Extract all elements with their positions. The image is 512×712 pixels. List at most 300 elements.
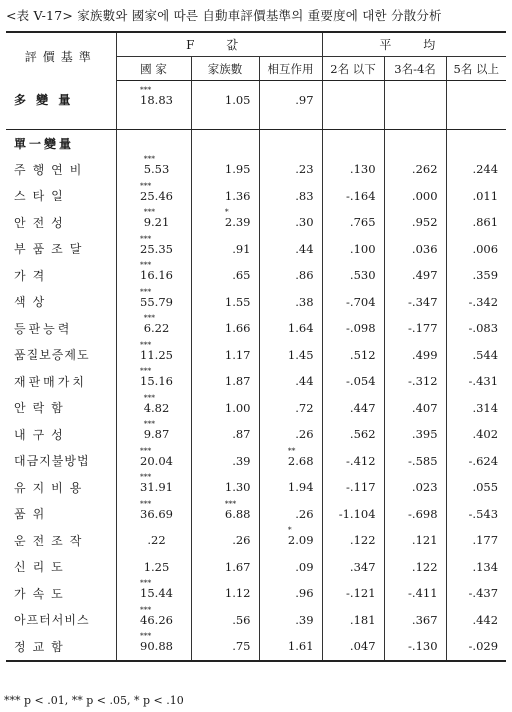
value-with-significance xyxy=(140,578,173,601)
col-header-country: 國 家 xyxy=(116,57,191,81)
cell-value xyxy=(191,395,259,422)
value-with-significance xyxy=(472,189,498,203)
value-text: 1.17 xyxy=(224,347,251,362)
value-text: .134 xyxy=(472,559,499,574)
col-header-2-or-less: 2名 以下 xyxy=(322,57,384,81)
table-row xyxy=(6,607,506,634)
value-with-significance xyxy=(412,162,438,176)
value-with-significance xyxy=(469,374,499,388)
value-with-significance xyxy=(232,454,250,468)
value-text: 9.21 xyxy=(143,215,170,230)
cell-value xyxy=(384,448,446,475)
significance-stars: *** xyxy=(224,498,237,508)
value-with-significance xyxy=(232,268,250,282)
value-text: -.121 xyxy=(346,586,376,601)
value-with-significance xyxy=(144,560,170,574)
value-text: .262 xyxy=(411,162,438,177)
table-row xyxy=(6,368,506,395)
criteria-header: 評價基準 xyxy=(6,32,116,81)
value-text: -.054 xyxy=(346,374,376,389)
cell-value xyxy=(384,368,446,395)
cell-value xyxy=(259,289,322,316)
value-with-significance xyxy=(469,321,499,335)
value-text: .442 xyxy=(472,612,499,627)
row-label: 재판매가치 xyxy=(6,368,116,395)
value-with-significance xyxy=(412,348,438,362)
value-with-significance xyxy=(225,321,251,335)
table-row xyxy=(6,315,506,342)
cell-value xyxy=(384,421,446,448)
table-caption: <表 V-17> 家族數와 國家에 따른 自動車評價基準의 重要度에 대한 分散分析 xyxy=(6,8,442,23)
value-with-significance xyxy=(225,560,251,574)
cell-value xyxy=(322,607,384,634)
value-text: .562 xyxy=(349,427,376,442)
value-text: 15.16 xyxy=(140,374,173,389)
value-with-significance xyxy=(295,93,313,107)
value-text: -1.104 xyxy=(338,506,376,521)
cell-value xyxy=(259,236,322,263)
cell-value xyxy=(191,315,259,342)
value-text: 1.87 xyxy=(224,374,251,389)
table-row xyxy=(6,289,506,316)
value-text: .26 xyxy=(295,427,314,442)
row-label: 부품조달 xyxy=(6,236,116,263)
col-header-interaction: 相互作用 xyxy=(259,57,322,81)
value-with-significance xyxy=(350,215,376,229)
cell-value xyxy=(446,236,506,263)
cell-value xyxy=(322,156,384,183)
value-with-significance xyxy=(408,374,438,388)
value-with-significance xyxy=(350,162,376,176)
cell-value xyxy=(446,501,506,528)
value-with-significance xyxy=(412,613,438,627)
value-with-significance xyxy=(472,348,498,362)
value-with-significance xyxy=(350,639,376,653)
cell-value xyxy=(259,580,322,607)
cell-value xyxy=(384,395,446,422)
cell-value xyxy=(116,233,191,263)
cell-value xyxy=(116,498,191,528)
significance-stars: *** xyxy=(140,180,152,190)
table-row xyxy=(6,580,506,607)
cell-value xyxy=(384,633,446,661)
table-row xyxy=(6,527,506,554)
value-text: .39 xyxy=(295,612,314,627)
significance-stars: *** xyxy=(140,366,152,376)
value-text: -.411 xyxy=(408,586,438,601)
divider-cell xyxy=(6,119,116,130)
cell-value xyxy=(116,421,191,448)
cell-value xyxy=(384,236,446,263)
value-text: .72 xyxy=(295,400,314,415)
cell-value xyxy=(384,81,446,120)
value-text: -.624 xyxy=(468,453,499,468)
table-row xyxy=(6,421,506,448)
value-text: 1.30 xyxy=(224,480,251,495)
value-text: .44 xyxy=(295,374,314,389)
table-row xyxy=(6,81,506,120)
cell-value xyxy=(116,209,191,236)
value-with-significance xyxy=(412,560,438,574)
significance-stars: *** xyxy=(140,85,152,94)
value-text: .97 xyxy=(295,93,314,107)
value-text: 1.25 xyxy=(143,559,170,574)
cell-value xyxy=(259,554,322,581)
significance-stars: *** xyxy=(140,286,152,296)
value-text: 1.45 xyxy=(287,347,314,362)
value-with-significance xyxy=(225,348,251,362)
value-with-significance xyxy=(469,295,499,309)
value-with-significance xyxy=(225,586,251,600)
value-with-significance xyxy=(140,366,173,389)
value-with-significance xyxy=(225,295,251,309)
mean-header: 平 均 xyxy=(322,32,506,57)
cell-value xyxy=(446,262,506,289)
value-with-significance xyxy=(339,507,376,521)
cell-value xyxy=(191,236,259,263)
value-text: -.437 xyxy=(468,586,499,601)
table-row xyxy=(6,501,506,528)
value-with-significance xyxy=(472,162,498,176)
row-label: 안전성 xyxy=(6,209,116,236)
value-with-significance xyxy=(350,401,376,415)
value-text: -.117 xyxy=(346,480,376,495)
value-with-significance xyxy=(472,242,498,256)
value-with-significance xyxy=(288,321,314,335)
value-text: .177 xyxy=(472,533,499,548)
value-text: .122 xyxy=(411,559,438,574)
value-text: .130 xyxy=(349,162,376,177)
cell-value xyxy=(259,633,322,661)
value-text: -.431 xyxy=(468,374,499,389)
cell-value xyxy=(191,81,259,120)
value-with-significance xyxy=(472,268,498,282)
cell-value xyxy=(191,156,259,183)
value-with-significance xyxy=(295,242,313,256)
value-with-significance xyxy=(225,401,251,415)
cell-value xyxy=(191,580,259,607)
value-text: 11.25 xyxy=(140,347,173,362)
cell-value xyxy=(191,342,259,369)
value-text: 1.00 xyxy=(224,400,251,415)
value-with-significance xyxy=(147,533,165,547)
value-with-significance xyxy=(225,480,251,494)
value-with-significance xyxy=(224,207,251,230)
cell-value xyxy=(446,527,506,554)
divider-cell xyxy=(384,119,446,130)
value-with-significance xyxy=(350,268,376,282)
value-with-significance xyxy=(288,639,314,653)
significance-stars: *** xyxy=(143,392,155,402)
value-text: -.698 xyxy=(408,506,438,521)
cell-value xyxy=(322,81,384,120)
value-with-significance xyxy=(412,401,438,415)
row-label: 유지비용 xyxy=(6,474,116,501)
value-with-significance xyxy=(288,480,314,494)
value-text: .23 xyxy=(295,162,314,177)
value-text: 25.46 xyxy=(140,188,173,203)
value-with-significance xyxy=(346,295,376,309)
value-with-significance xyxy=(287,445,314,468)
value-text: 1.36 xyxy=(224,188,251,203)
value-text: .39 xyxy=(232,453,251,468)
col-header-3-4: 3名-4名 xyxy=(384,57,446,81)
value-with-significance xyxy=(295,586,313,600)
value-with-significance xyxy=(412,427,438,441)
value-with-significance xyxy=(225,374,251,388)
value-text: 46.26 xyxy=(140,612,173,627)
value-text: 1.61 xyxy=(287,639,314,654)
value-text: 18.83 xyxy=(140,93,173,107)
value-text: 2.39 xyxy=(224,215,251,230)
value-with-significance xyxy=(408,507,438,521)
value-with-significance xyxy=(295,189,313,203)
value-text: .244 xyxy=(472,162,499,177)
cell-value xyxy=(259,342,322,369)
cell-value xyxy=(384,156,446,183)
significance-stars: *** xyxy=(140,578,152,588)
value-text: 2.68 xyxy=(287,453,314,468)
value-with-significance xyxy=(408,586,438,600)
value-text: 1.95 xyxy=(224,162,251,177)
cell-value xyxy=(384,501,446,528)
value-with-significance xyxy=(232,639,250,653)
cell-value xyxy=(322,474,384,501)
value-with-significance xyxy=(408,295,438,309)
table-row xyxy=(6,236,506,263)
value-with-significance xyxy=(140,85,173,107)
value-text: -.098 xyxy=(346,321,376,336)
cell-value xyxy=(446,289,506,316)
cell-value xyxy=(446,448,506,475)
cell-value xyxy=(384,342,446,369)
value-with-significance xyxy=(469,586,499,600)
value-with-significance xyxy=(295,295,313,309)
value-with-significance xyxy=(346,321,376,335)
value-text: .765 xyxy=(349,215,376,230)
cell-value xyxy=(116,368,191,395)
value-text: .44 xyxy=(295,241,314,256)
table-row xyxy=(6,156,506,183)
cell-value xyxy=(116,339,191,369)
value-text: .181 xyxy=(349,612,376,627)
significance-stars: *** xyxy=(143,207,155,217)
table-row xyxy=(6,395,506,422)
cell-value xyxy=(116,286,191,316)
cell-value xyxy=(322,527,384,554)
significance-stars: *** xyxy=(143,154,155,164)
row-label: 單一變量 xyxy=(6,130,116,157)
value-text: .407 xyxy=(411,400,438,415)
cell-value xyxy=(384,607,446,634)
value-text: .100 xyxy=(349,241,376,256)
value-text: .036 xyxy=(411,241,438,256)
cell-value xyxy=(191,607,259,634)
value-with-significance xyxy=(295,560,313,574)
value-text: .861 xyxy=(472,215,499,230)
value-with-significance xyxy=(350,613,376,627)
value-with-significance xyxy=(408,454,438,468)
table-row xyxy=(6,633,506,661)
value-with-significance xyxy=(225,162,251,176)
cell-value xyxy=(259,81,322,120)
value-with-significance xyxy=(350,348,376,362)
value-text: -.543 xyxy=(468,506,499,521)
cell-value xyxy=(446,130,506,157)
value-with-significance xyxy=(472,560,498,574)
value-with-significance xyxy=(412,242,438,256)
value-text: .83 xyxy=(295,188,314,203)
cell-value xyxy=(384,580,446,607)
value-text: 1.12 xyxy=(224,586,251,601)
value-with-significance xyxy=(140,472,173,495)
cell-value xyxy=(191,554,259,581)
value-text: .000 xyxy=(411,188,438,203)
significance-stars: *** xyxy=(140,233,152,243)
value-text: .055 xyxy=(472,480,499,495)
section-divider xyxy=(6,119,506,130)
table-row xyxy=(6,554,506,581)
cell-value xyxy=(322,130,384,157)
cell-value xyxy=(384,289,446,316)
cell-value xyxy=(446,421,506,448)
value-text: .347 xyxy=(349,559,376,574)
value-with-significance xyxy=(232,533,250,547)
value-with-significance xyxy=(472,613,498,627)
value-text: .96 xyxy=(295,586,314,601)
value-text: .87 xyxy=(232,427,251,442)
value-text: -.312 xyxy=(408,374,438,389)
cell-value xyxy=(446,554,506,581)
value-with-significance xyxy=(140,631,173,654)
cell-value xyxy=(446,183,506,210)
value-text: .395 xyxy=(411,427,438,442)
value-with-significance xyxy=(472,215,498,229)
divider-cell xyxy=(322,119,384,130)
cell-value xyxy=(322,236,384,263)
value-text: .22 xyxy=(147,533,166,548)
value-text: -.342 xyxy=(468,294,499,309)
divider-cell xyxy=(259,119,322,130)
value-with-significance xyxy=(412,480,438,494)
cell-value xyxy=(116,604,191,634)
cell-value xyxy=(322,395,384,422)
value-text: -.083 xyxy=(468,321,499,336)
value-with-significance xyxy=(225,93,251,107)
cell-value xyxy=(322,501,384,528)
value-text: .499 xyxy=(411,347,438,362)
cell-value xyxy=(446,81,506,120)
row-label: 신리도 xyxy=(6,554,116,581)
cell-value xyxy=(446,315,506,342)
value-with-significance xyxy=(346,374,376,388)
cell-value xyxy=(259,527,322,554)
row-label: 가속도 xyxy=(6,580,116,607)
value-with-significance xyxy=(412,533,438,547)
cell-value xyxy=(259,315,322,342)
value-text: .952 xyxy=(411,215,438,230)
value-with-significance xyxy=(140,286,173,309)
cell-value xyxy=(259,209,322,236)
cell-value xyxy=(384,262,446,289)
cell-value xyxy=(322,580,384,607)
value-with-significance xyxy=(295,507,313,521)
value-text: 25.35 xyxy=(140,241,173,256)
value-text: .402 xyxy=(472,427,499,442)
value-with-significance xyxy=(412,268,438,282)
value-with-significance xyxy=(140,233,173,256)
value-with-significance xyxy=(472,533,498,547)
cell-value xyxy=(116,474,191,501)
cell-value xyxy=(191,474,259,501)
cell-value xyxy=(384,527,446,554)
value-text: .38 xyxy=(295,294,314,309)
row-label: 多 變 量 xyxy=(6,81,116,120)
value-text: 1.66 xyxy=(224,321,251,336)
significance-stars: *** xyxy=(140,445,152,455)
cell-value xyxy=(259,130,322,157)
value-with-significance xyxy=(295,374,313,388)
cell-value xyxy=(116,554,191,581)
value-text: .544 xyxy=(472,347,499,362)
value-text: 6.22 xyxy=(143,321,170,336)
value-text: .26 xyxy=(232,533,251,548)
value-with-significance xyxy=(143,313,170,336)
value-text: .26 xyxy=(295,506,314,521)
value-text: .023 xyxy=(411,480,438,495)
value-with-significance xyxy=(288,348,314,362)
cell-value xyxy=(259,501,322,528)
cell-value xyxy=(322,183,384,210)
value-with-significance xyxy=(346,454,376,468)
value-text: 55.79 xyxy=(140,294,173,309)
value-with-significance xyxy=(346,586,376,600)
value-text: 31.91 xyxy=(140,480,173,495)
value-text: .047 xyxy=(349,639,376,654)
cell-value xyxy=(322,368,384,395)
value-with-significance xyxy=(140,498,173,521)
value-text: -.585 xyxy=(408,453,438,468)
value-with-significance xyxy=(469,454,499,468)
value-with-significance xyxy=(143,392,170,415)
f-value-header: F 값 xyxy=(116,32,322,57)
value-text: 36.69 xyxy=(140,506,173,521)
row-label: 등판능력 xyxy=(6,315,116,342)
value-with-significance xyxy=(472,401,498,415)
value-text: .91 xyxy=(232,241,251,256)
cell-value xyxy=(446,368,506,395)
value-text: -.164 xyxy=(346,188,376,203)
cell-value xyxy=(191,289,259,316)
significance-stars: *** xyxy=(143,419,155,429)
value-text: -.029 xyxy=(468,639,499,654)
value-text: .09 xyxy=(295,559,314,574)
cell-value xyxy=(191,209,259,236)
row-label: 아프터서비스 xyxy=(6,607,116,634)
value-with-significance xyxy=(412,215,438,229)
cell-value xyxy=(259,474,322,501)
cell-value xyxy=(322,633,384,661)
cell-value xyxy=(191,527,259,554)
value-with-significance xyxy=(143,154,170,177)
value-with-significance xyxy=(350,242,376,256)
cell-value xyxy=(446,633,506,661)
row-label: 대금지불방법 xyxy=(6,448,116,475)
value-text: -.704 xyxy=(346,294,376,309)
value-with-significance xyxy=(287,525,314,548)
value-text: .367 xyxy=(411,612,438,627)
cell-value xyxy=(191,183,259,210)
